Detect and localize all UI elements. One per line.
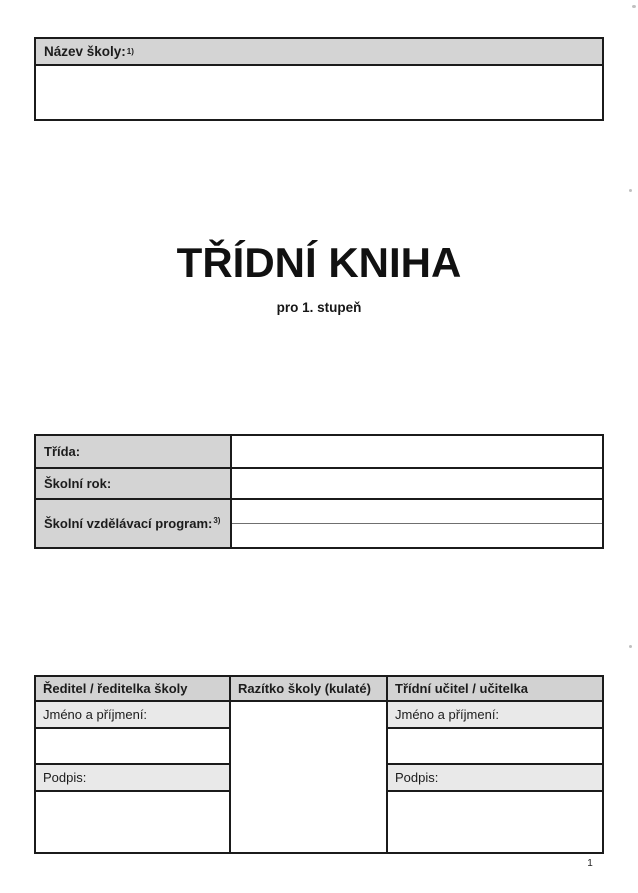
- director-header-cell: Ředitel / ředitelka školy: [36, 677, 231, 700]
- school-stamp-blank-area: [231, 702, 388, 852]
- table-row: [36, 498, 602, 547]
- class-label: Třída:: [44, 444, 81, 459]
- scan-speck: [629, 189, 632, 192]
- program-label: Školní vzdělávací program:$^{3)}$: [44, 515, 221, 531]
- school-name-label: Název školy:: [44, 44, 126, 59]
- program-blank-field: [232, 500, 602, 547]
- table-row: [36, 467, 602, 498]
- class-blank-field: [232, 436, 602, 467]
- director-signature-blank-field: [36, 792, 229, 852]
- teacher-name-blank-field: [388, 729, 602, 765]
- program-blank-line-2: [232, 524, 602, 547]
- school-year-blank-field: [232, 469, 602, 498]
- director-name-label: Jméno a příjmení:: [36, 702, 229, 729]
- teacher-column: [388, 702, 602, 852]
- teacher-signature-label: Podpis:: [388, 765, 602, 792]
- program-blank-line-1: [232, 500, 602, 524]
- school-year-label: Školní rok:: [44, 476, 112, 491]
- program-label-cell: [36, 500, 232, 547]
- signature-table: [34, 675, 604, 854]
- stamp-header-cell: Razítko školy (kulaté): [231, 677, 388, 700]
- class-label-cell: [36, 436, 232, 467]
- school-year-label-cell: [36, 469, 232, 498]
- signature-table-body: [36, 702, 602, 852]
- teacher-name-label: Jméno a příjmení:: [388, 702, 602, 729]
- class-info-table: [34, 434, 604, 549]
- signature-table-header: [36, 677, 602, 702]
- page-number: 1: [587, 858, 593, 869]
- school-name-blank-field: [36, 66, 602, 117]
- director-column: [36, 702, 231, 852]
- scan-speck: [632, 5, 636, 8]
- page-title: TŘÍDNÍ KNIHA: [176, 239, 462, 286]
- table-row: [36, 436, 602, 467]
- page-subtitle: pro 1. stupeň: [276, 300, 362, 315]
- program-footnote-ref: 3): [213, 515, 221, 525]
- director-name-blank-field: [36, 729, 229, 765]
- school-name-box: [34, 37, 604, 121]
- scan-speck: [629, 645, 632, 648]
- teacher-header-cell: Třídní učitel / učitelka: [395, 681, 528, 696]
- teacher-signature-blank-field: [388, 792, 602, 852]
- director-signature-label: Podpis:: [36, 765, 229, 792]
- school-name-header: Název školy: 1): [36, 39, 602, 66]
